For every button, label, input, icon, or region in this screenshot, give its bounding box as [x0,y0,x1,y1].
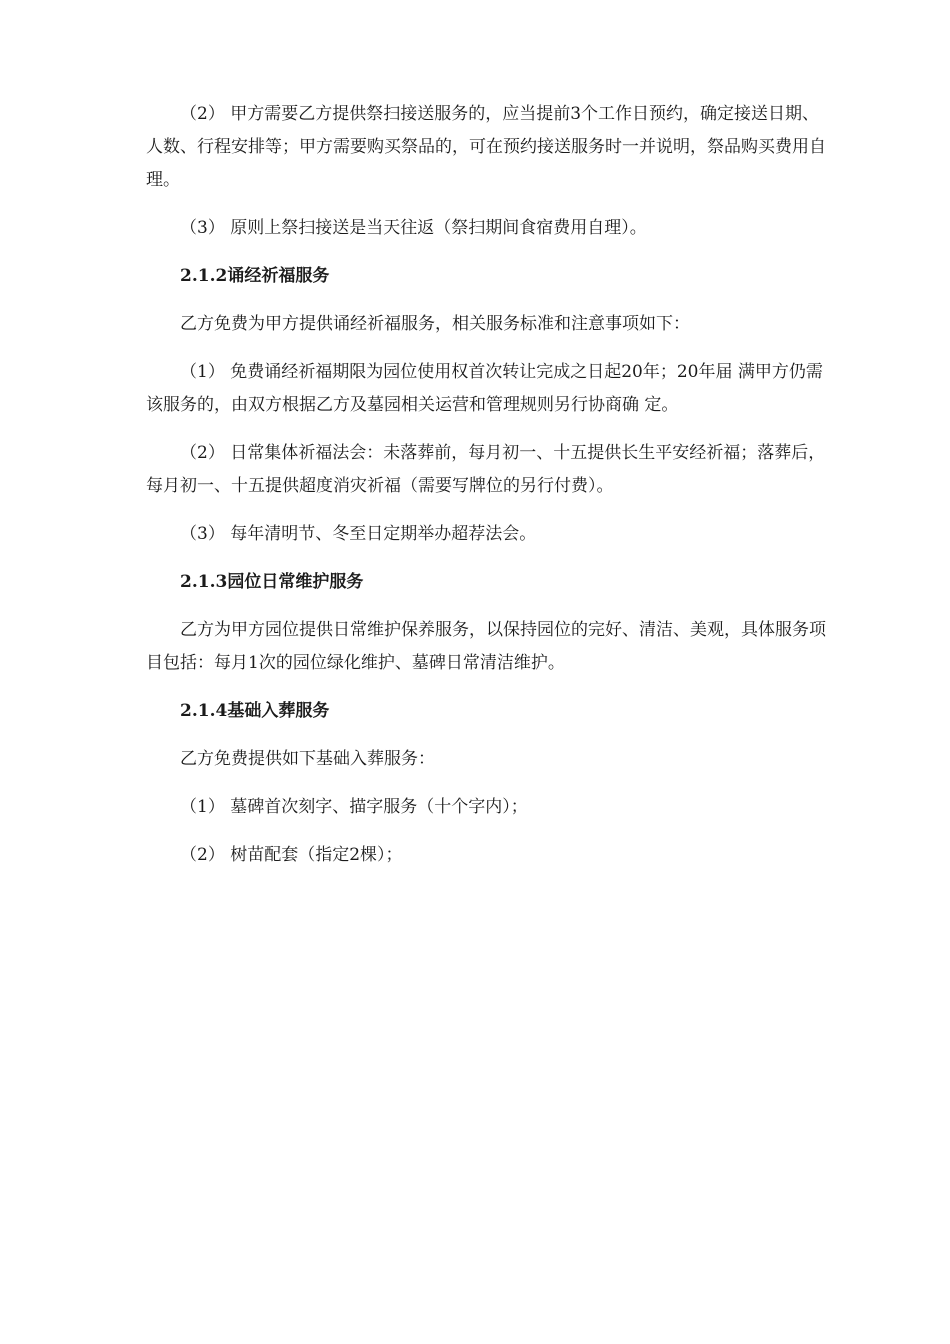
document-page [146,98,836,887]
paragraph-engraving: （1） 墓碑首次刻字、描字服务（十个字内）； [180,797,528,817]
heading-burial-service: 2.1.4基础入葬服务 [180,701,330,721]
paragraph-daily-ceremony: （2） 日常集体祈福法会：未落葬前，每月初一、十五提供长生平安经祈福；落葬后，每月初一、十五提供超度消灾祈福（需要写牌位的另行付费）。 [146,443,826,496]
paragraph-chanting-intro: 乙方免费为甲方提供诵经祈福服务，相关服务标准和注意事项如下： [180,314,690,334]
paragraph-saplings: （2） 树苗配套（指定2棵）； [180,845,403,865]
paragraph-burial-intro: 乙方免费提供如下基础入葬服务： [180,749,435,769]
paragraph-chanting-term: （1） 免费诵经祈福期限为园位使用权首次转让完成之日起20年；20年届 满甲方仍需该服务的，由双方根据乙方及墓园相关运营和管理规则另行协商确 定。 [146,362,823,415]
paragraph-same-day-return: （3） 原则上祭扫接送是当天往返（祭扫期间食宿费用自理）。 [180,218,647,238]
paragraph-transport-booking: （2） 甲方需要乙方提供祭扫接送服务的，应当提前3个工作日预约，确定接送日期、人数、行程安排等；甲方需要购买祭品的，可在预约接送服务时一并说明，祭品购买费用自理。 [146,104,826,190]
heading-chanting-blessing: 2.1.2诵经祈福服务 [180,266,330,286]
paragraph-maintenance-detail: 乙方为甲方园位提供日常维护保养服务，以保持园位的完好、清洁、美观，具体服务项目包括：每月1次的园位绿化维护、墓碑日常清洁维护。 [146,620,826,673]
heading-plot-maintenance: 2.1.3园位日常维护服务 [180,572,364,592]
paragraph-annual-ceremony: （3） 每年清明节、冬至日定期举办超荐法会。 [180,524,537,544]
